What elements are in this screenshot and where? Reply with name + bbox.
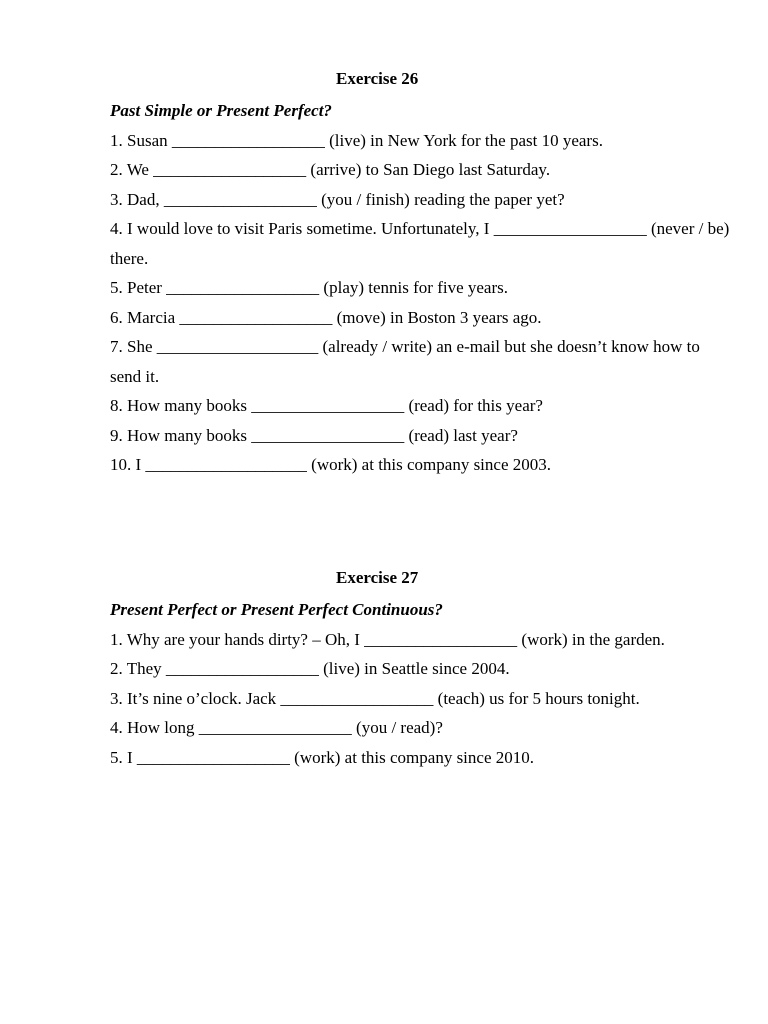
exercise-item: 3. It’s nine o’clock. Jack __________________ (teach) us for 5 hours tonight. [110, 688, 640, 708]
exercise-item: 4. How long __________________ (you / read)? [110, 718, 443, 737]
exercise-item: 3. Dad, __________________ (you / finish) reading the paper yet? [110, 189, 565, 209]
exercise-items [110, 126, 730, 480]
exercise-items [110, 625, 730, 773]
exercise-subtitle: Past Simple or Present Perfect? [110, 101, 332, 120]
exercise-item: 1. Why are your hands dirty? – Oh, I __________________ (work) in the garden. [110, 629, 665, 649]
exercise-item: 7. She ___________________ (already / write) an e-mail but she doesn’t know how to send it. [110, 337, 700, 386]
exercise-item: 6. Marcia __________________ (move) in Boston 3 years ago. [110, 307, 542, 327]
exercise-item: 4. I would love to visit Paris sometime. Unfortunately, I __________________ (never / be) there. [110, 219, 730, 268]
exercise-27 [110, 567, 730, 772]
exercise-item: 5. Peter __________________ (play) tennis for five years. [110, 278, 508, 297]
exercise-item: 1. Susan __________________ (live) in New York for the past 10 years. [110, 130, 603, 150]
exercise-title: Exercise 26 [336, 69, 419, 88]
exercise-subtitle: Present Perfect or Present Perfect Continuous? [110, 600, 443, 619]
exercise-title: Exercise 27 [336, 568, 419, 587]
exercise-item: 8. How many books __________________ (read) for this year? [110, 396, 543, 415]
exercise-26 [110, 68, 730, 480]
exercise-item: 2. We __________________ (arrive) to San Diego last Saturday. [110, 160, 551, 179]
exercise-item: 9. How many books __________________ (read) last year? [110, 425, 518, 445]
exercise-item: 5. I __________________ (work) at this company since 2010. [110, 747, 534, 767]
exercise-item: 2. They __________________ (live) in Seattle since 2004. [110, 659, 510, 678]
exercise-item: 10. I ___________________ (work) at this company since 2003. [110, 455, 551, 474]
